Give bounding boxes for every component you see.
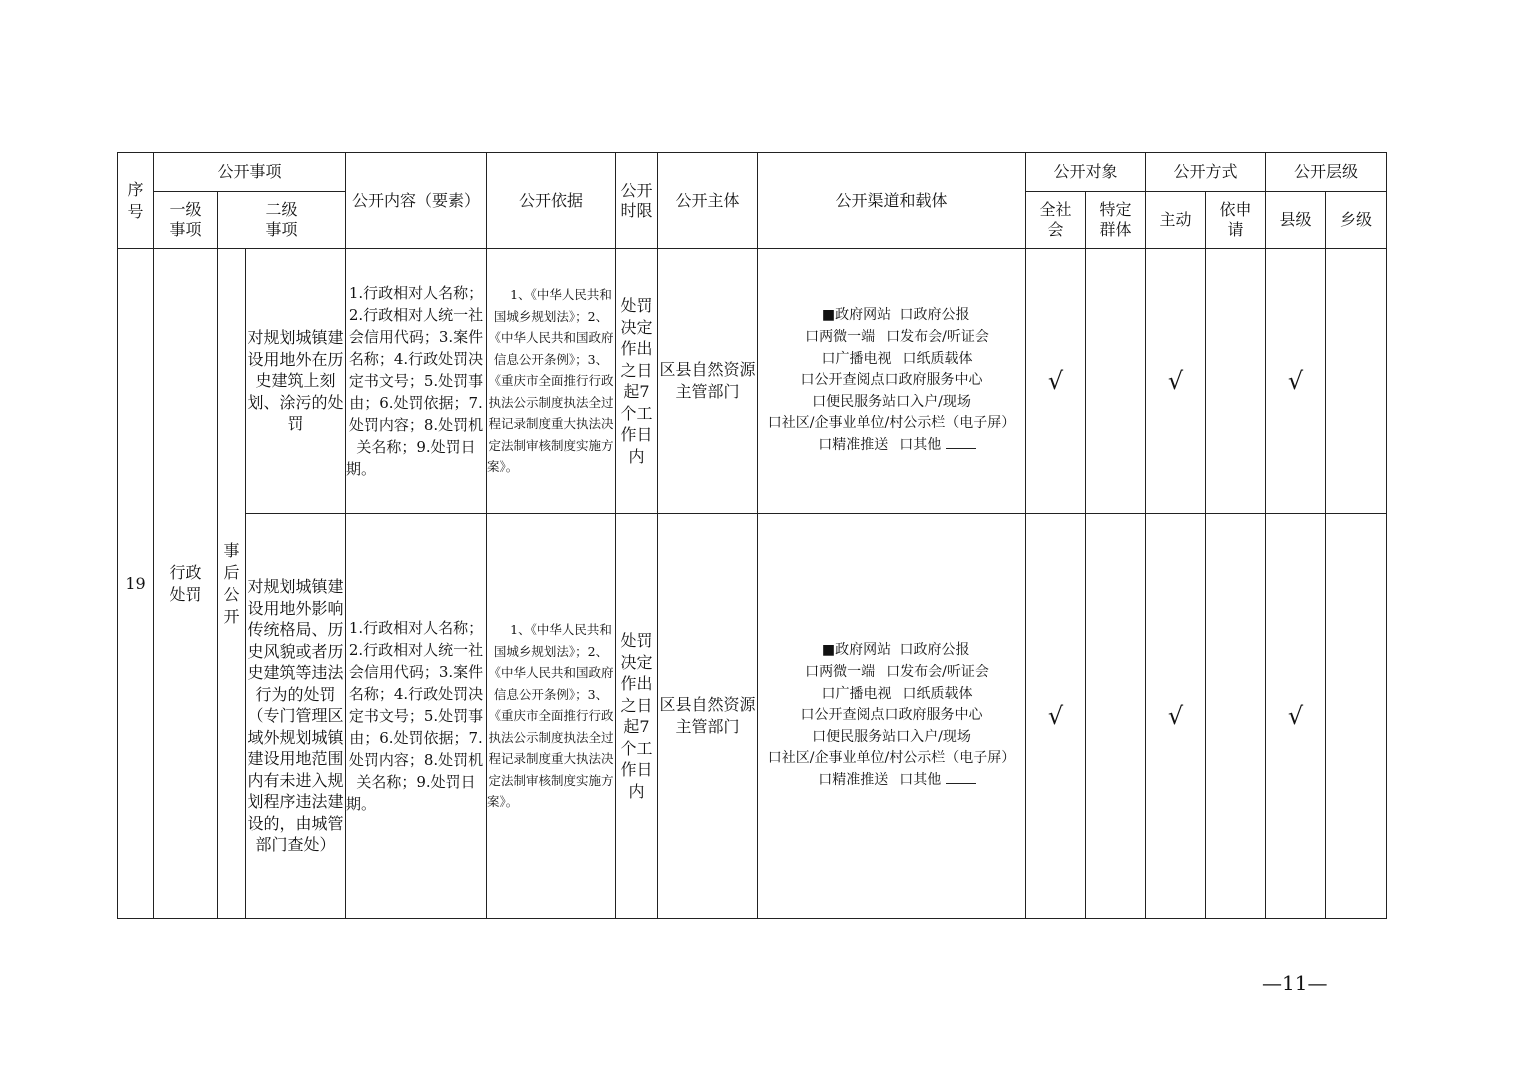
row-level-town	[1326, 249, 1387, 514]
row-target-specific	[1086, 249, 1146, 514]
header-level1: 一级事项	[154, 192, 218, 249]
channel-option: 口政府公报	[899, 307, 970, 324]
channel-option: 口便民服务站口入户/现场	[812, 393, 971, 410]
row-level2: 对规划城镇建设用地外影响传统格局、历史风貌或者历史建筑等违法行为的处罚（专门管理区域外规划城镇建设用地范围内有未进入规划程序违法建设的，由城管部门查处）	[246, 514, 346, 919]
page-number: —11—	[1262, 971, 1328, 995]
channel-option: 口社区/企事业单位/村公示栏（电子屏）	[767, 415, 1016, 432]
row-level-town	[1326, 514, 1387, 919]
row-seq: 19	[118, 249, 154, 919]
row-level-county: √	[1266, 249, 1326, 514]
row-basis: 1、《中华人民共和国城乡规划法》；2、《中华人民共和国政府信息公开条例》；3、《重庆市全面推行行政执法公示制度执法全过程记录制度重大执法决定法制审核制度实施方案》。	[487, 514, 616, 919]
channel-option: 口政府公报	[899, 642, 970, 659]
row-method-active: √	[1146, 249, 1206, 514]
header-seq: 序号	[118, 153, 154, 249]
table-row	[118, 514, 1387, 919]
row-content: 1.行政相对人名称；2.行政相对人统一社会信用代码；3.案件名称；4.行政处罚决定书文号；5.处罚事由；6.处罚依据；7.处罚内容；8.处罚机关名称；9.处罚日期。	[346, 514, 487, 919]
channel-option: 口两微一端	[805, 664, 876, 681]
channel-option: ■政府网站	[821, 642, 892, 659]
header-basis: 公开依据	[487, 153, 616, 249]
header-target-specific: 特定群体	[1086, 192, 1146, 249]
row-method-active: √	[1146, 514, 1206, 919]
row-subject: 区县自然资源主管部门	[658, 514, 758, 919]
channel-option: 口公开查阅点口政府服务中心	[800, 707, 983, 724]
header-level: 公开层级	[1266, 153, 1387, 192]
channel-option: 口精准推送	[818, 436, 889, 453]
row-channels	[758, 249, 1026, 514]
row-target-all: √	[1026, 249, 1086, 514]
header-target: 公开对象	[1026, 153, 1146, 192]
channel-option: 口其他	[899, 771, 942, 788]
header-subject: 公开主体	[658, 153, 758, 249]
channel-option: 口其他	[899, 436, 942, 453]
header-method: 公开方式	[1146, 153, 1266, 192]
row-target-specific	[1086, 514, 1146, 919]
header-method-active: 主动	[1146, 192, 1206, 249]
row-time-limit: 处罚决定作出之日起7个工作日内	[616, 514, 658, 919]
channel-option: 口纸质载体	[902, 350, 973, 367]
header-level2: 二级事项	[218, 192, 346, 249]
row-content: 1.行政相对人名称；2.行政相对人统一社会信用代码；3.案件名称；4.行政处罚决定书文号；5.处罚事由；6.处罚依据；7.处罚内容；8.处罚机关名称；9.处罚日期。	[346, 249, 487, 514]
channel-option: 口广播电视	[821, 350, 892, 367]
channel-option: ■政府网站	[821, 307, 892, 324]
channel-option: 口精准推送	[818, 771, 889, 788]
header-items: 公开事项	[154, 153, 346, 192]
table-row	[118, 249, 1387, 514]
row-target-all: √	[1026, 514, 1086, 919]
row-subject: 区县自然资源主管部门	[658, 249, 758, 514]
row-level2: 对规划城镇建设用地外在历史建筑上刻划、涂污的处罚	[246, 249, 346, 514]
disclosure-table	[117, 152, 1387, 919]
row-time-limit: 处罚决定作出之日起7个工作日内	[616, 249, 658, 514]
row-channels	[758, 514, 1026, 919]
channel-option: 口社区/企事业单位/村公示栏（电子屏）	[767, 750, 1016, 767]
row-method-apply	[1206, 249, 1266, 514]
channel-option: 口便民服务站口入户/现场	[812, 728, 971, 745]
header-level-county: 县级	[1266, 192, 1326, 249]
row-level-county: √	[1266, 514, 1326, 919]
header-channel: 公开渠道和载体	[758, 153, 1026, 249]
channel-option: 口公开查阅点口政府服务中心	[800, 372, 983, 389]
row-basis: 1、《中华人民共和国城乡规划法》；2、《中华人民共和国政府信息公开条例》；3、《重庆市全面推行行政执法公示制度执法全过程记录制度重大执法决定法制审核制度实施方案》。	[487, 249, 616, 514]
channel-option: 口纸质载体	[902, 685, 973, 702]
channel-option: 口广播电视	[821, 685, 892, 702]
header-target-all: 全社会	[1026, 192, 1086, 249]
header-time-limit: 公开时限	[616, 153, 658, 249]
row-stage: 事后公开	[218, 249, 246, 919]
blank-underline	[946, 771, 976, 784]
channel-option: 口发布会/听证会	[886, 664, 989, 681]
channel-option: 口两微一端	[805, 329, 876, 346]
row-level1: 行政处罚	[154, 249, 218, 919]
header-method-apply: 依申请	[1206, 192, 1266, 249]
blank-underline	[946, 436, 976, 449]
channel-option: 口发布会/听证会	[886, 329, 989, 346]
row-method-apply	[1206, 514, 1266, 919]
header-level-town: 乡级	[1326, 192, 1387, 249]
header-content: 公开内容（要素）	[346, 153, 487, 249]
